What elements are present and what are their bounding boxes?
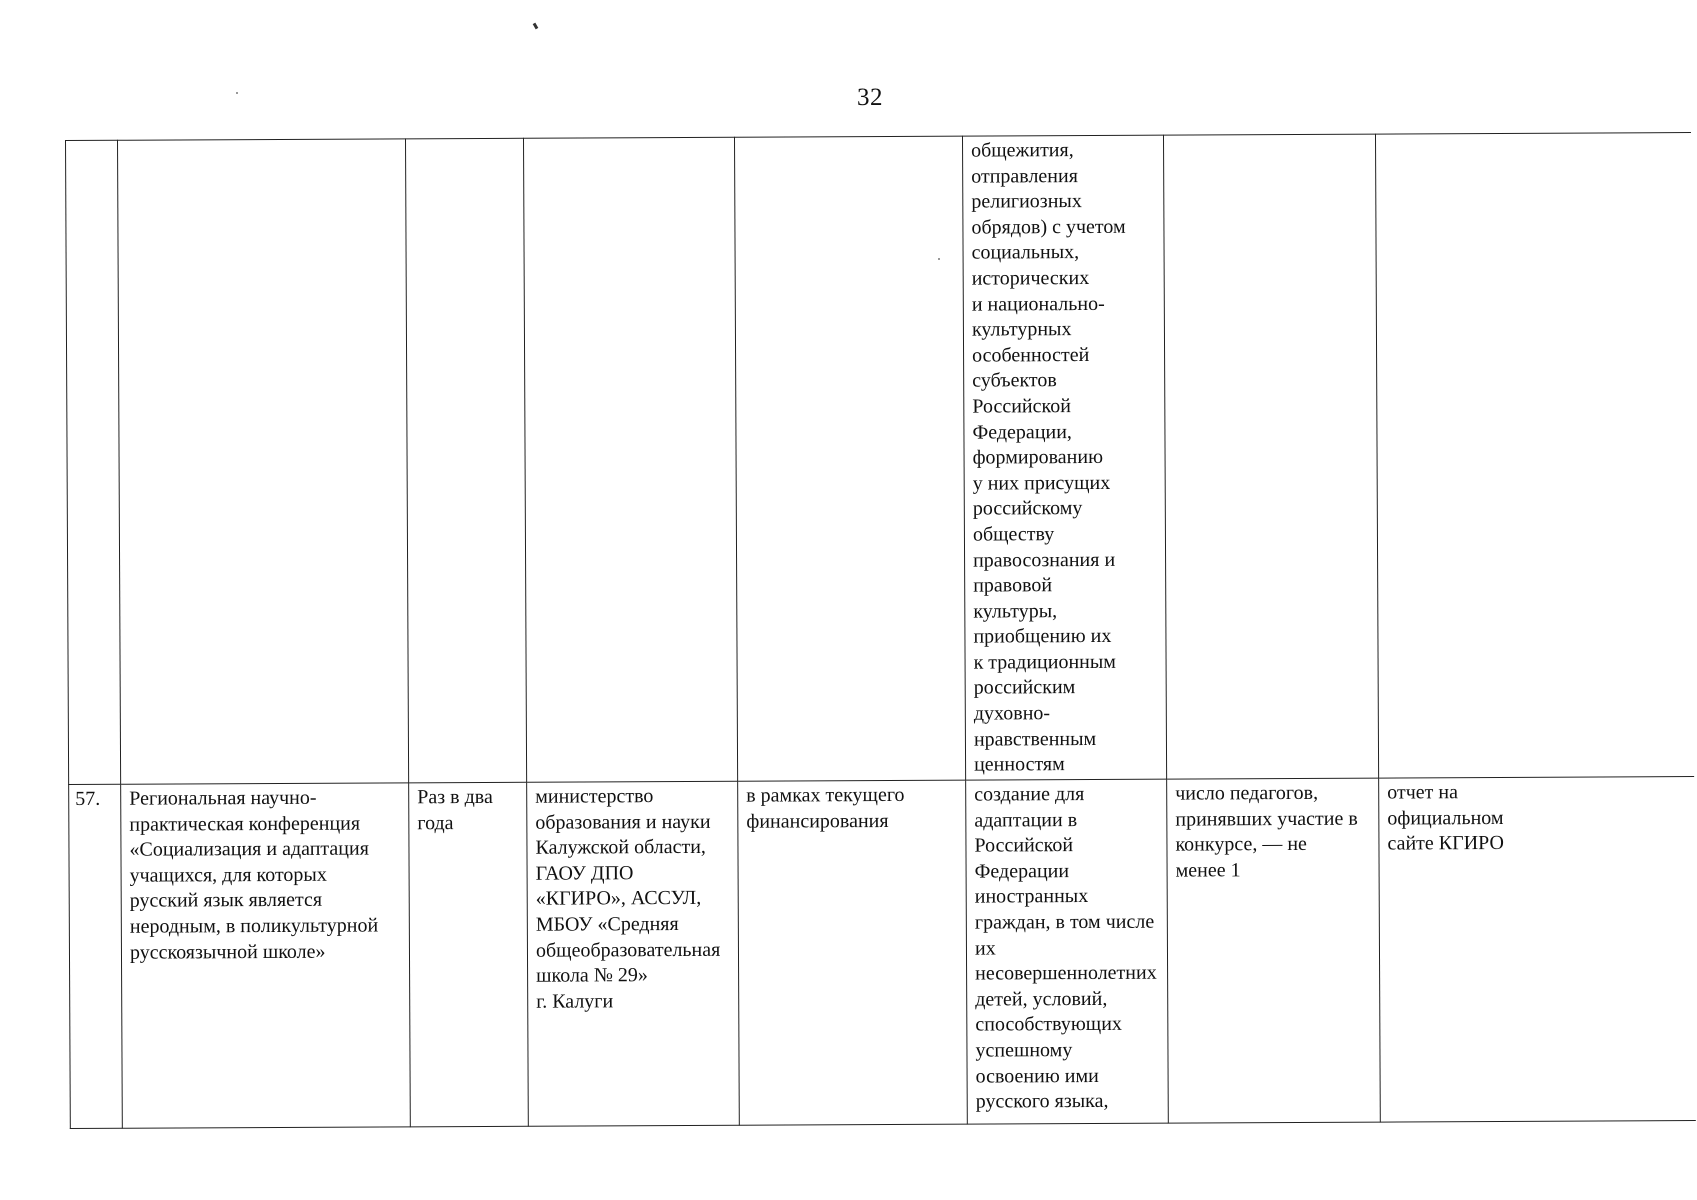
cell-funding <box>734 136 965 781</box>
page-number: 32 <box>857 84 883 111</box>
cell-task <box>962 135 1166 780</box>
cell-indicator <box>1167 778 1381 1123</box>
cell-number <box>66 140 121 784</box>
cell-report <box>1379 777 1696 1123</box>
plan-table <box>65 132 1695 1129</box>
cell-report <box>1375 133 1693 779</box>
cell-funding <box>738 780 968 1125</box>
plan-table-container <box>65 132 1695 1130</box>
frequency-text: Раз в два года <box>417 785 493 834</box>
table-row-continuation <box>66 133 1694 785</box>
cell-event <box>121 783 411 1128</box>
scan-artifact-mark <box>533 23 539 30</box>
cell-number <box>69 784 123 1128</box>
executors-text: министерство образования и науки Калужской области, ГАОУ ДПО «КГИРО», АССУЛ, МБОУ «Средняя общеобразовательная школа № 29» г. Калуги <box>535 785 721 1013</box>
indicator-text: число педагогов, принявших участие в конкурсе, — не менее 1 <box>1175 781 1358 882</box>
cell-executors <box>523 137 737 782</box>
task-text: создание для адаптации в Российской Федерации иностранных граждан, в том числе их несовершеннолетних детей, условий, способствующих успешному освоению ими русского языка, <box>974 783 1157 1113</box>
table-row-57 <box>69 777 1696 1129</box>
report-text: отчет на официальном сайте КГИРО <box>1387 781 1504 855</box>
cell-frequency <box>409 782 529 1127</box>
cell-event <box>118 139 409 784</box>
row-number: 57. <box>75 787 101 810</box>
cell-frequency <box>405 138 526 783</box>
cell-task <box>966 779 1169 1124</box>
cell-executors <box>527 781 740 1126</box>
task-continuation-text: общежития, отправления религиозных обрядов) с учетом социальных, исторических и национально- культурных особенностей субъектов Российской Федерации, формированию у них присущих российскому обществу правосознания и правовой культуры, приобщению их к традиционным российским духовно- нравственным ценностям <box>971 139 1126 776</box>
event-text: Региональная научно- практическая конференция «Социализация и адаптация учащихся, для которых русский язык является неродным, в поликультурной русскоязычной школе» <box>129 786 379 964</box>
funding-text: в рамках текущего финансирования <box>746 783 905 833</box>
cell-indicator <box>1163 134 1378 779</box>
